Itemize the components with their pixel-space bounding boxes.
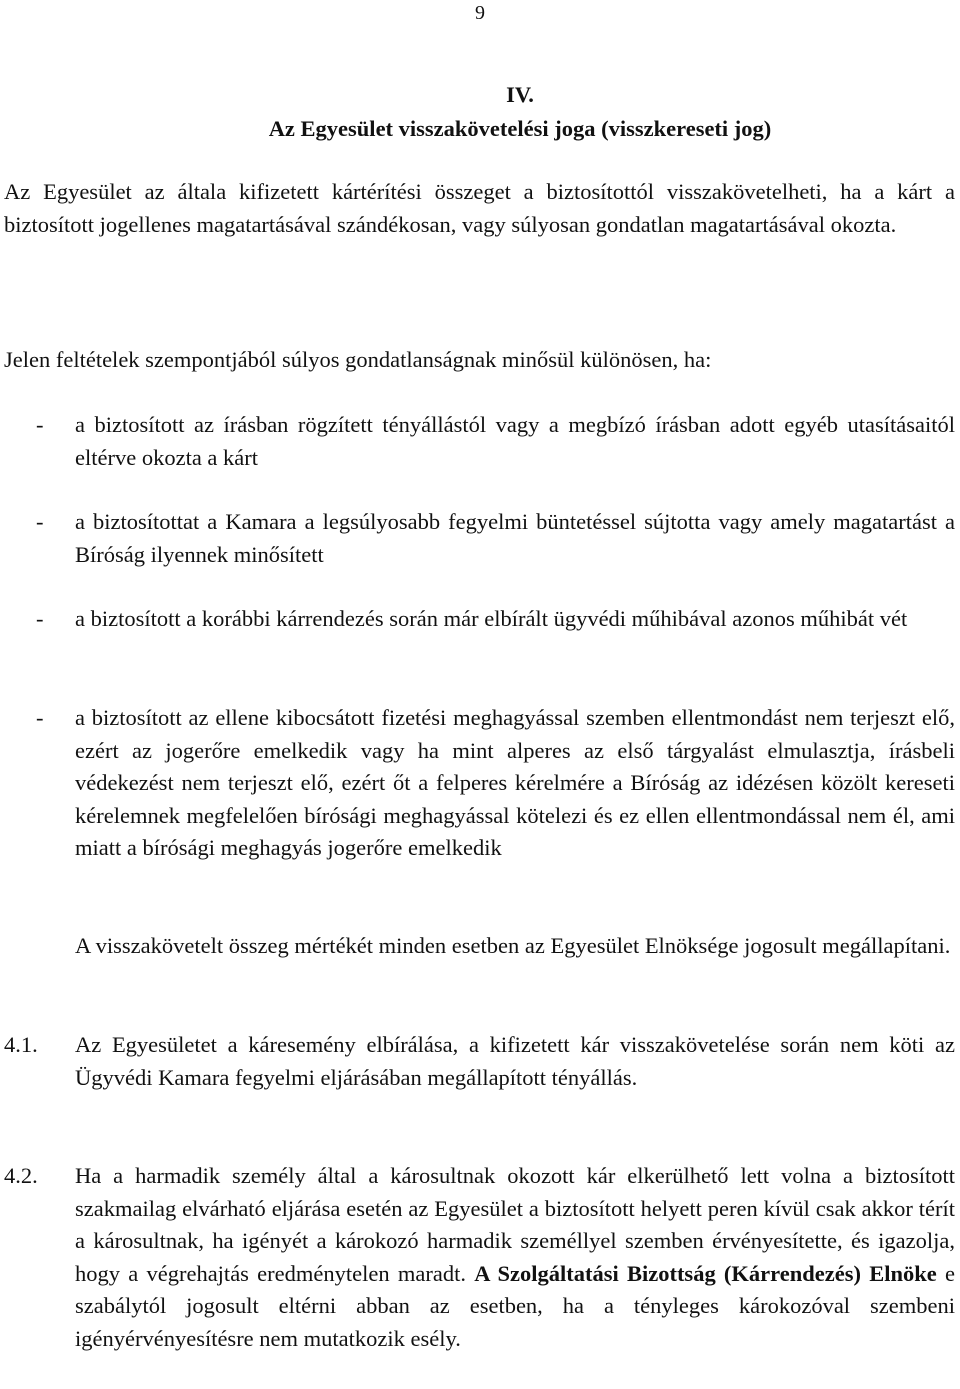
list-item-text: a biztosított az írásban rögzített tényállástól vagy a megbízó írásban adott egyéb utasításaitól eltérve okozta a kárt <box>75 412 955 470</box>
clause-number: 4.1. <box>4 1032 38 1057</box>
clause-text-part: e szabálytól jogosult eltérni abban az esetben, ha a tényleges károkozóval szembeni igényérvényesítésre nem mutatkozik esély. <box>75 1260 955 1351</box>
list-bullet: - <box>36 412 44 437</box>
section-title: Az Egyesület visszakövetelési joga (visszkereseti jog) <box>268 116 772 141</box>
clause-text <box>75 1160 955 1355</box>
amount-note: A visszakövetelt összeg mértékét minden esetben az Egyesület Elnöksége jogosult megállapítani. <box>75 933 951 958</box>
list-item-text: a biztosítottat a Kamara a legsúlyosabb fegyelmi büntetéssel sújtotta vagy amely magatartást a Bíróság ilyennek minősített <box>75 509 955 567</box>
clause-text: Az Egyesületet a káresemény elbírálása, a kifizetett kár visszakövetelése során nem köti az Ügyvédi Kamara fegyelmi eljárásában megállapított tényállás. <box>75 1032 955 1090</box>
list-bullet: - <box>36 705 44 730</box>
list-item-text: a biztosított az ellene kibocsátott fizetési meghagyással szemben ellentmondást nem terjeszt elő, ezért az jogerőre emelkedik vagy ha mint alperes az első tárgyalást elmulasztja, írásbeli védekezést nem terjeszt elő, ezért őt a felperes kérelmére a Bíróság az idézésen közölt kereseti kérelemnek megfelelően bírósági meghagyással kötelezi és ez ellen ellentmondással nem él, ami miatt a bírósági meghagyás jogerőre emelkedik <box>75 705 955 860</box>
intro-paragraph: Az Egyesület az általa kifizetett kártérítési összeget a biztosítottól visszakövetelheti, ha a kárt a biztosított jogellenes magatartásával szándékosan, vagy súlyosan gondatlan magatartásával okozta. <box>4 179 955 237</box>
clause-number: 4.2. <box>4 1163 38 1188</box>
clause-text-part: Ha a harmadik személy által a károsultnak okozott kár elkerülhető lett volna a biztosított szakmailag elvárható eljárása esetén az Egyesület a biztosított helyett peren kívül csak akkor térít a károsultnak, ha igényét a károkozó harmadik személlyel szemben érvényesítette, és igazolja, hogy a végrehajtás eredménytelen maradt. <box>75 1163 955 1286</box>
page-number: 9 <box>475 2 485 24</box>
list-bullet: - <box>36 606 44 631</box>
section-number: IV. <box>506 82 534 107</box>
list-item-text: a biztosított a korábbi kárrendezés során már elbírált ügyvédi műhibával azonos műhibát vét <box>75 606 908 631</box>
conditions-lead: Jelen feltételek szempontjából súlyos gondatlanságnak minősül különösen, ha: <box>4 347 712 372</box>
list-bullet: - <box>36 509 44 534</box>
clause-text-bold: A Szolgáltatási Bizottság (Kárrendezés) Elnöke <box>474 1260 937 1286</box>
